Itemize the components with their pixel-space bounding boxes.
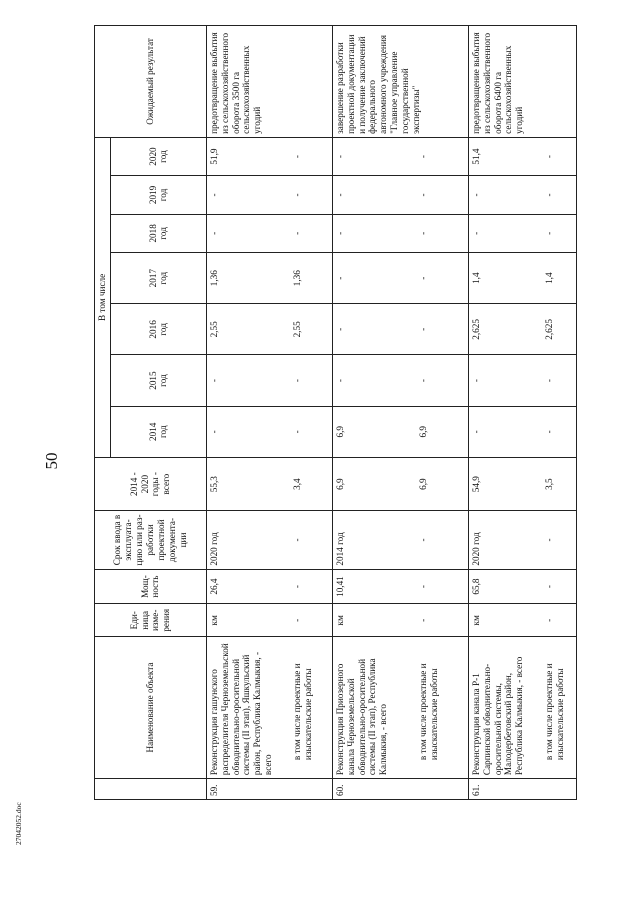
row-year-value: - xyxy=(468,214,542,252)
header-name: Наименование объекта xyxy=(95,637,207,779)
row-unit: - xyxy=(290,604,332,637)
row-total: 55,3 xyxy=(206,457,290,511)
row-num xyxy=(290,779,332,800)
row-year-value: - xyxy=(416,355,468,406)
row-year-value: - xyxy=(416,214,468,252)
table-row xyxy=(290,26,332,800)
row-capacity: 65,8 xyxy=(468,569,542,604)
row-result: завершение разработки проектной документации и получение заключений федерального автономного учреждения "Главное управление государственной экспертизы" xyxy=(332,26,468,138)
header-year: 2016 год xyxy=(110,304,206,355)
row-year-value: - xyxy=(332,253,416,304)
row-year-value: - xyxy=(332,176,416,214)
row-year-value: 6,9 xyxy=(416,406,468,457)
row-result: предотвращение выбытия из сельскохозяйственного оборота 3500 га сельскохозяйственных угодий xyxy=(206,26,290,138)
row-capacity: - xyxy=(290,569,332,604)
row-unit: км xyxy=(468,604,542,637)
row-year-value: - xyxy=(206,355,290,406)
header-year: 2019 год xyxy=(110,176,206,214)
row-year-value: - xyxy=(416,304,468,355)
row-year-value: - xyxy=(290,214,332,252)
row-year-value: - xyxy=(332,355,416,406)
table-row xyxy=(542,26,576,800)
row-year-value: - xyxy=(332,214,416,252)
row-year-value: 1,4 xyxy=(468,253,542,304)
row-name: в том числе проектные и изыскательские работы xyxy=(542,637,576,779)
row-year-value: - xyxy=(206,406,290,457)
header-year: 2017 год xyxy=(110,253,206,304)
objects-table xyxy=(94,25,577,800)
row-unit: км xyxy=(332,604,416,637)
row-year-value: 51,9 xyxy=(206,137,290,175)
row-result xyxy=(542,26,576,138)
row-year-value: - xyxy=(542,176,576,214)
row-year-value: - xyxy=(468,355,542,406)
row-name: в том числе проектные и изыскательские работы xyxy=(290,637,332,779)
row-term: - xyxy=(290,511,332,569)
row-year-value: 2,55 xyxy=(206,304,290,355)
row-capacity: - xyxy=(416,569,468,604)
row-unit: км xyxy=(206,604,290,637)
row-year-value: - xyxy=(206,214,290,252)
row-year-value: 51,4 xyxy=(468,137,542,175)
page-number: 50 xyxy=(42,452,61,470)
row-year-value: 1,4 xyxy=(542,253,576,304)
row-unit: - xyxy=(542,604,576,637)
row-num: 59. xyxy=(206,779,290,800)
row-year-value: - xyxy=(206,176,290,214)
row-result: предотвращение выбытия из сельскохозяйственного оборота 6400 га сельскохозяйственных угодий xyxy=(468,26,542,138)
row-year-value: - xyxy=(416,137,468,175)
row-num: 60. xyxy=(332,779,416,800)
row-year-value: - xyxy=(542,137,576,175)
row-year-value: - xyxy=(290,176,332,214)
header-term: Срок ввода в эксплуата- цию или раз- работки проектной документа- ции xyxy=(95,511,207,569)
header-total: 2014 - 2020 годы - всего xyxy=(95,457,207,511)
row-year-value: 2,625 xyxy=(542,304,576,355)
row-total: 54,9 xyxy=(468,457,542,511)
header-num xyxy=(95,779,207,800)
row-result xyxy=(290,26,332,138)
header-year: 2018 год xyxy=(110,214,206,252)
row-unit: - xyxy=(416,604,468,637)
row-term: 2014 год xyxy=(332,511,416,569)
row-term: - xyxy=(416,511,468,569)
row-year-value: - xyxy=(542,406,576,457)
row-name: Реконструкция гашунского распределителя Черноземельской обводнительно-оросительной системы (II этап), Яшкульский район, Республика Калмыкия, - всего xyxy=(206,637,290,779)
row-num xyxy=(416,779,468,800)
row-capacity: - xyxy=(542,569,576,604)
row-term: 2020 год xyxy=(206,511,290,569)
footer-file-name: 27042052.doc xyxy=(14,802,23,845)
row-year-value: - xyxy=(468,176,542,214)
row-year-value: 2,625 xyxy=(468,304,542,355)
row-term: 2020 год xyxy=(468,511,542,569)
row-year-value: - xyxy=(416,176,468,214)
row-year-value: - xyxy=(468,406,542,457)
row-year-value: - xyxy=(290,137,332,175)
row-name: Реконструкция Приозерного канала Черноземельской обводнительно-оросительной системы (II этап), Республика Калмыкия, - всего xyxy=(332,637,416,779)
row-capacity: 26,4 xyxy=(206,569,290,604)
table-row xyxy=(468,26,542,800)
row-year-value: - xyxy=(332,304,416,355)
table-row xyxy=(206,26,290,800)
row-total: 6,9 xyxy=(416,457,468,511)
header-capacity: Мощ- ность xyxy=(95,569,207,604)
header-including: В том числе xyxy=(95,137,111,457)
row-capacity: 10,41 xyxy=(332,569,416,604)
row-total: 3,4 xyxy=(290,457,332,511)
row-name: в том числе проектные и изыскательские работы xyxy=(416,637,468,779)
row-num xyxy=(542,779,576,800)
row-year-value: 1,36 xyxy=(290,253,332,304)
row-year-value: - xyxy=(542,355,576,406)
header-year: 2020 год xyxy=(110,137,206,175)
table-row xyxy=(332,26,416,800)
rotated-table-page xyxy=(94,25,592,800)
row-num: 61. xyxy=(468,779,542,800)
row-year-value: - xyxy=(542,214,576,252)
header-result: Ожидаемый результат xyxy=(95,26,207,138)
header-year: 2015 год xyxy=(110,355,206,406)
row-name: Реконструкция канала Р-1 Сарпинской обводнительно-оросительной системы, Малодербетовский район, Республика Калмыкия, - всего xyxy=(468,637,542,779)
row-year-value: 1,36 xyxy=(206,253,290,304)
row-year-value: - xyxy=(290,406,332,457)
row-year-value: 6,9 xyxy=(332,406,416,457)
row-term: - xyxy=(542,511,576,569)
row-total: 6,9 xyxy=(332,457,416,511)
row-year-value: - xyxy=(416,253,468,304)
table-row xyxy=(416,26,468,800)
header-year: 2014 год xyxy=(110,406,206,457)
row-year-value: 2,55 xyxy=(290,304,332,355)
row-year-value: - xyxy=(290,355,332,406)
row-total: 3,5 xyxy=(542,457,576,511)
header-unit: Еди- ница изме- рения xyxy=(95,604,207,637)
row-year-value: - xyxy=(332,137,416,175)
